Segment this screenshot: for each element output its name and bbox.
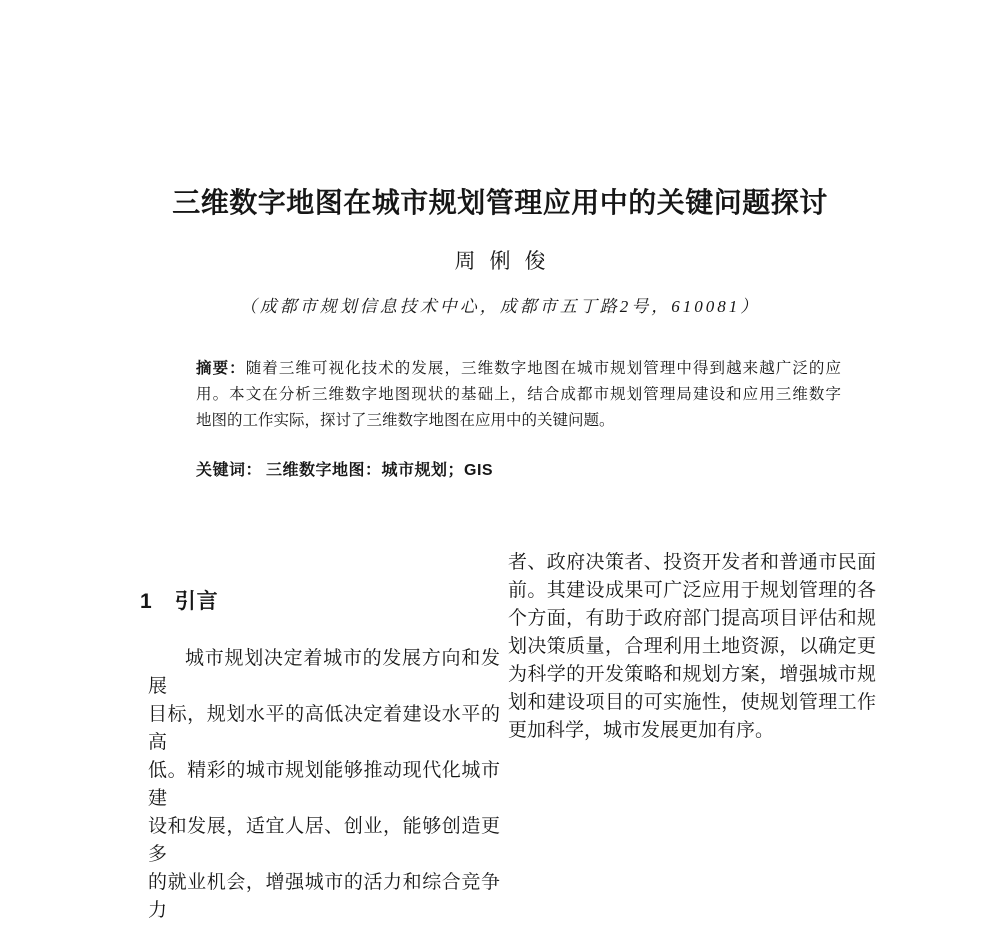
abstract-label: 摘要：: [196, 360, 246, 377]
keywords-line: [196, 457, 493, 480]
body-line: 更加科学，城市发展更加有序。: [508, 720, 775, 741]
keywords-label: 关键词：: [196, 462, 263, 479]
section-number: 1: [140, 590, 153, 613]
body-line: 目标，规划水平的高低决定着建设水平的高: [148, 704, 500, 753]
body-line: 划和建设项目的可实施性，使规划管理工作: [508, 692, 876, 713]
author-name: 周俐俊: [454, 249, 560, 273]
abstract-text: 随着三维可视化技术的发展，三维数字地图在城市规划管理中得到越来越广泛的应: [245, 360, 841, 377]
body-line: 城市规划决定着城市的发展方向和发展: [148, 648, 500, 697]
section-title: 引言: [174, 590, 219, 613]
right-column: [508, 549, 876, 745]
left-column: [148, 645, 500, 925]
keywords-text: 三维数字地图：城市规划；GIS: [266, 462, 494, 479]
abstract-block: [196, 356, 841, 434]
body-line: 划决策质量，合理利用土地资源，以确定更: [508, 636, 876, 657]
abstract-line: 用。本文在分析三维数字地图现状的基础上，结合成都市规划管理局建设和应用三维数字: [196, 386, 841, 403]
body-line: 者、政府决策者、投资开发者和普通市民面: [508, 552, 876, 573]
body-line: 为科学的开发策略和规划方案，增强城市规: [508, 664, 876, 685]
body-line: 前。其建设成果可广泛应用于规划管理的各: [508, 580, 876, 601]
body-line: 设和发展，适宜人居、创业，能够创造更多: [148, 816, 500, 865]
abstract-line: [196, 356, 841, 382]
affiliation: （成都市规划信息技术中心，成都市五丁路2号，610081）: [239, 297, 761, 316]
section-heading-introduction: [140, 585, 219, 615]
abstract-line: 地图的工作实际，探讨了三维数字地图在应用中的关键问题。: [196, 412, 615, 429]
body-line: 低。精彩的城市规划能够推动现代化城市建: [148, 760, 500, 809]
paper-title: 三维数字地图在城市规划管理应用中的关键问题探讨: [172, 188, 828, 219]
body-line-clipped: 的就业机会，增强城市的活力和综合竞争力: [148, 872, 500, 921]
body-line: 个方面，有助于政府部门提高项目评估和规: [508, 608, 876, 629]
